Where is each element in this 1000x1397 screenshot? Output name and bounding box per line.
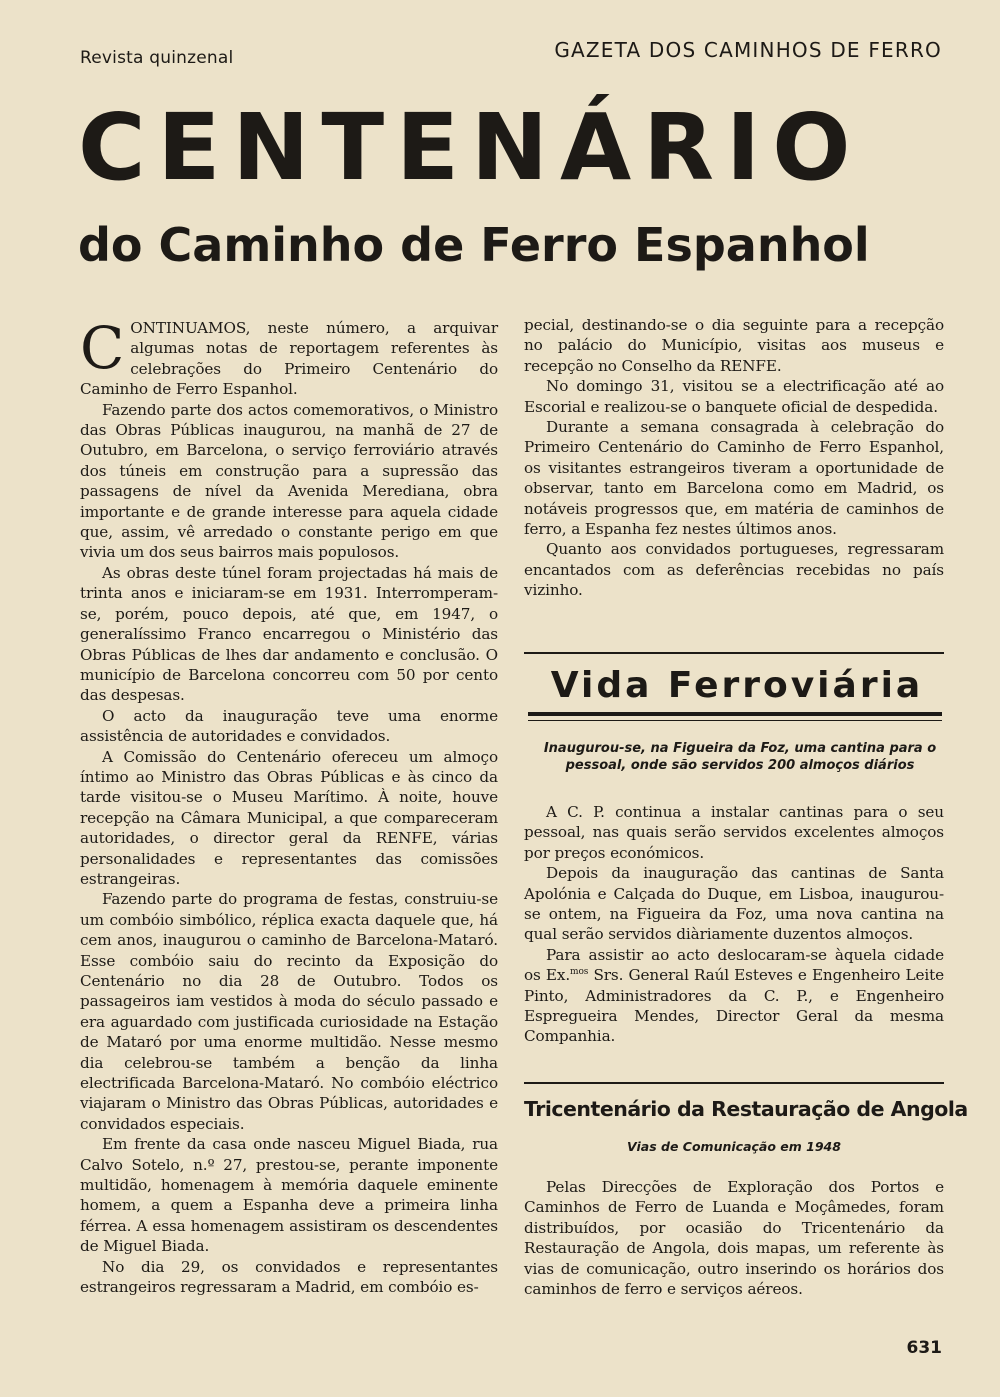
- text-fragment: Srs. General Raúl Esteves e Engenheiro Leite Pinto, Administradores da C. P., e Engenheiro Espregueira Mendes, Director Geral da mesma Companhia.: [524, 966, 944, 1046]
- article-paragraph: Em frente da casa onde nasceu Miguel Biada, rua Calvo Sotelo, n.º 27, prestou-se, perante imponente multidão, homenagem à memória daquele eminente homem, a quem a Espanha deve a primeira linha férrea. A essa homenagem assistiram os descendentes de Miguel Biada.: [80, 1135, 498, 1256]
- section-subtitle: Inaugurou-se, na Figueira da Foz, uma cantina para o pessoal, onde são servidos 200 almoços diários: [543, 741, 937, 773]
- section-subtitle: Vias de Comunicação em 1948: [627, 1139, 841, 1154]
- article-paragraph: A Comissão do Centenário ofereceu um almoço íntimo ao Ministro das Obras Públicas e às cinco da tarde visitou-se o Museu Marítimo. À noite, houve recepção na Câmara Municipal, a que compareceram autoridades, o director geral da RENFE, várias personalidades e representantes das comissões estrangeiras.: [80, 747, 498, 888]
- article-paragraph: Pelas Direcções de Exploração dos Portos e Caminhos de Ferro de Luanda e Moçâmedes, foram distribuídos, por ocasião do Tricentenário da Restauração de Angola, dois mapas, um referente às vias de comunicação, outro inserindo os horários dos caminhos de ferro e serviços aéreos.: [524, 1178, 944, 1299]
- section-rule-thin: [528, 720, 942, 721]
- main-subtitle: do Caminho de Ferro Espanhol: [78, 218, 870, 272]
- superscript: mos: [570, 967, 589, 978]
- section-rule: [524, 652, 944, 654]
- section-title-vida-ferroviaria: Vida Ferroviária: [550, 665, 924, 706]
- article-intro-text: ONTINUAMOS, neste número, a arquivar algumas notas de reportagem referentes às celebrações do Primeiro Centenário do Caminho de Ferro Espanhol.: [80, 319, 498, 399]
- article-paragraph: As obras deste túnel foram projectadas há mais de trinta anos e iniciaram-se em 1931. Interromperam-se, porém, pouco depois, até que, em 1947, o generalíssimo Franco encarregou o Ministério das Obras Públicas de lhes dar andamento e conclusão. O município de Barcelona concorreu com 50 por cento das despesas.: [80, 563, 498, 705]
- article-paragraph: [524, 945, 944, 1047]
- article-column-left: [80, 314, 498, 1298]
- article-paragraph-continued: pecial, destinando-se o dia seguinte para a recepção no palácio do Município, visitas aos museus e recepção no Conselho da RENFE.: [524, 316, 944, 375]
- text-fragment: Para assistir ao acto deslocaram-se àquela cidade os Ex.: [524, 945, 944, 985]
- article-paragraph: Fazendo parte dos actos comemorativos, o Ministro das Obras Públicas inaugurou, na manhã de 27 de Outubro, em Barcelona, o serviço ferroviário através dos túneis em construção para a supressão das passagens de nível da Avenida Meredianа, obra importante e de grande interesse para aquela cidade que, assim, vê arredado o constante perigo em que vivia um dos seus bairros mais populosos.: [80, 400, 498, 562]
- article-paragraph: No domingo 31, visitou se a electrificação até ao Escorial e realizou-se o banquete oficial de despedida.: [524, 377, 944, 416]
- section-title-tricentenario: Tricentenário da Restauração de Angola: [524, 1097, 968, 1121]
- article-paragraph: Quanto aos convidados portugueses, regressaram encantados com as deferências recebidas no país vizinho.: [524, 540, 944, 600]
- article-paragraph: O acto da inauguração teve uma enorme assistência de autoridades e convidados.: [80, 706, 498, 746]
- article-paragraph: Depois da inauguração das cantinas de Santa Apolónia e Calçada do Duque, em Lisboa, inaugurou-se ontem, na Figueira da Foz, uma nova cantina na qual serão servidos diàriamente duzentos almoços.: [524, 864, 944, 944]
- article-paragraph: No dia 29, os convidados e representantes estrangeiros regressaram a Madrid, em combóio es-: [80, 1257, 498, 1297]
- article-column-right: [524, 315, 944, 601]
- section-rule-thick: [528, 712, 942, 716]
- vida-ferroviaria-body: [524, 802, 944, 1047]
- article-paragraph: A C. P. continua a instalar cantinas para o seu pessoal, nas quais serão servidos excelentes almoços por preços económicos.: [524, 803, 944, 862]
- header-periodicity: Revista quinzenal: [80, 48, 234, 68]
- header-publication-name: GAZETA DOS CAMINHOS DE FERRO: [554, 38, 942, 62]
- article-paragraph: Durante a semana consagrada à celebração do Primeiro Centenário do Caminho de Ferro Espanhol, os visitantes estrangeiros tiveram a oportunidade de observar, tanto em Barcelona como em Madrid, os notáveis progressos que, em matéria de caminhos de ferro, a Espanha fez nestes últimos anos.: [524, 418, 944, 539]
- article-intro: [80, 314, 498, 400]
- page-number: 631: [906, 1338, 942, 1358]
- article-paragraph: Fazendo parte do programa de festas, construiu-se um combóio simbólico, réplica exacta daquele que, há cem anos, inaugurou o caminho de Barcelona-Mataró. Esse combóio saiu do recinto da Exposição do Centenário no dia 28 de Outubro. Todos os passageiros iam vestidos à moda do século passado e era aguardado com justificada curiosidade na Estação de Mataró por uma enorme multidão. Nesse mesmo dia celebrou-se também a benção da linha electrificada Barcelona-Mataró. No combóio eléctrico viajaram o Ministro das Obras Públicas, autoridades e convidados especiais.: [80, 890, 498, 1133]
- section-rule: [524, 1082, 944, 1084]
- drop-cap: C: [80, 314, 125, 382]
- main-title: CENTENÁRIO: [78, 94, 863, 201]
- tricentenario-body: [524, 1177, 944, 1299]
